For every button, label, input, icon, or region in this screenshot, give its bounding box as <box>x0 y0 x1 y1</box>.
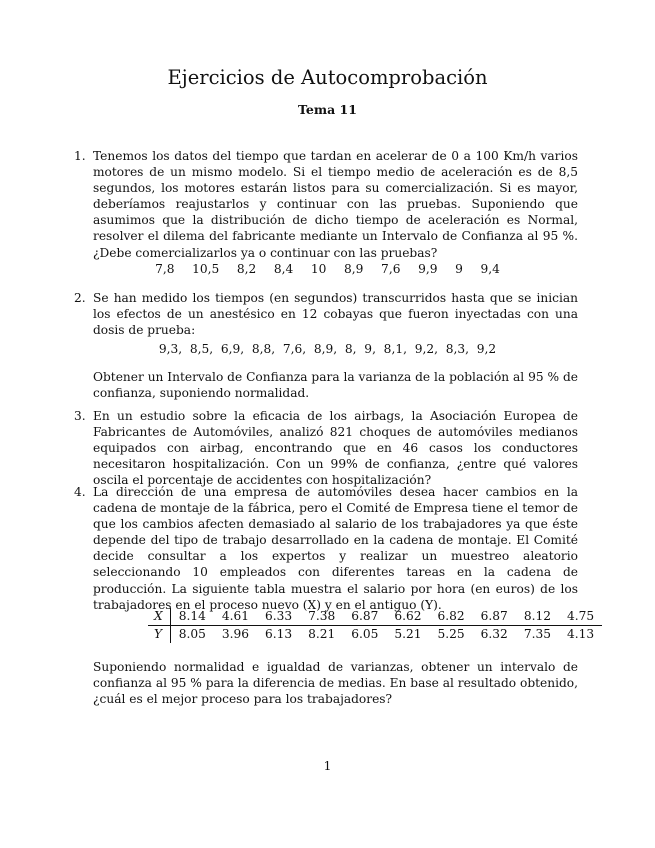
table-cell: 5.21 <box>394 627 422 641</box>
table-cell: 6.87 <box>343 608 386 626</box>
table-cell: 4.61 <box>214 608 257 626</box>
table-row-x <box>148 608 602 626</box>
exercise-text: La dirección de una empresa de automóviles desea hacer cambios en la cadena de montaje de la fábrica, pero el Comité de Empresa tiene el temor de que los cambios afecten demasiado al salario de los trabajadores ya que éste depende del tipo de trabajo desarrollado en la cadena de montaje. El Comité decide consultar a los expertos y realizar un muestreo aleatorio seleccionando 10 empleados con diferentes tareas en la cadena de producción. La siguiente tabla muestra el salario por hora (en euros) de los trabajadores en el proceso nuevo (X) y en el antiguo (Y). <box>93 485 578 612</box>
exercise-number: 4. <box>74 485 86 499</box>
table-cell: 8.14 <box>170 608 214 626</box>
row-label: Y <box>148 626 170 644</box>
document-title: Ejercicios de Autocomprobación <box>167 66 488 89</box>
exercise-number: 3. <box>74 409 86 423</box>
table-cell: 4.75 <box>559 608 602 626</box>
exercise-4 <box>74 484 578 613</box>
exercise-1-data: 7,8 10,5 8,2 8,4 10 8,9 7,6 9,9 9 9,4 <box>155 262 500 276</box>
exercise-2-followup <box>78 369 578 401</box>
exercise-text-after: Suponiendo normalidad e igualdad de varianzas, obtener un intervalo de confianza al 95 % para la diferencia de medias. En base al resultado obtenido, ¿cuál es el mejor proceso para los trabajadores? <box>93 660 578 707</box>
exercise-1 <box>74 148 578 261</box>
table-cell: 6.32 <box>480 627 508 641</box>
table-cell: 6.87 <box>473 608 516 626</box>
table-row-y <box>148 626 602 644</box>
document-subtitle: Tema 11 <box>298 102 357 117</box>
exercise-number: 2. <box>74 291 86 305</box>
table-cell: 6.33 <box>257 608 300 626</box>
exercise-text-after: Obtener un Intervalo de Confianza para la varianza de la población al 95 % de confianza, suponiendo normalidad. <box>93 370 578 401</box>
table-cell: 8.12 <box>516 608 559 626</box>
exercise-2 <box>74 290 578 338</box>
table-cell: 5.25 <box>437 627 465 641</box>
exercise-3 <box>74 408 578 488</box>
salary-table <box>148 608 602 643</box>
exercise-text: Tenemos los datos del tiempo que tardan en acelerar de 0 a 100 Km/h varios motores de un mismo modelo. Si el tiempo medio de aceleración es de 8,5 segundos, los motores estarán listos para su comercialización. Si es mayor, deberíamos reajustarlos y continuar con las pruebas. Suponiendo que asumimos que la distribución de dicho tiempo de aceleración es Normal, resolver el dilema del fabricante mediante un Intervalo de Confianza al 95 %. ¿Debe comercializarlos ya o continuar con las pruebas? <box>93 149 578 260</box>
table-cell: 6.05 <box>351 627 379 641</box>
table-cell: 6.82 <box>430 608 473 626</box>
exercise-2-data: 9,3, 8,5, 6,9, 8,8, 7,6, 8,9, 8, 9, 8,1, 9,2, 8,3, 9,2 <box>158 342 497 356</box>
exercise-4-followup <box>78 659 578 707</box>
row-label: X <box>148 608 170 626</box>
table-cell: 3.96 <box>221 627 249 641</box>
table-cell: 8.05 <box>178 627 206 641</box>
table-cell: 6.62 <box>386 608 429 626</box>
table-cell: 7.38 <box>300 608 343 626</box>
table-cell: 4.13 <box>566 627 595 641</box>
exercise-number: 1. <box>74 149 86 163</box>
exercise-text: En un estudio sobre la eficacia de los airbags, la Asociación Europea de Fabricantes de Automóviles, analizó 821 choques de automóviles medianos equipados con airbag, encontrando que en 46 casos los conductores necesitaron hospitalización. Con un 99% de confianza, ¿entre qué valores oscila el porcentaje de accidentes con hospitalización? <box>93 409 578 488</box>
table-cell: 7.35 <box>523 627 551 641</box>
exercise-text: Se han medido los tiempos (en segundos) transcurridos hasta que se inician los efectos de un anestésico en 12 cobayas que fueron inyectadas con una dosis de prueba: <box>93 291 578 338</box>
table-cell: 8.21 <box>308 627 336 641</box>
table-cell: 6.13 <box>264 627 293 641</box>
page-number: 1 <box>323 759 332 773</box>
